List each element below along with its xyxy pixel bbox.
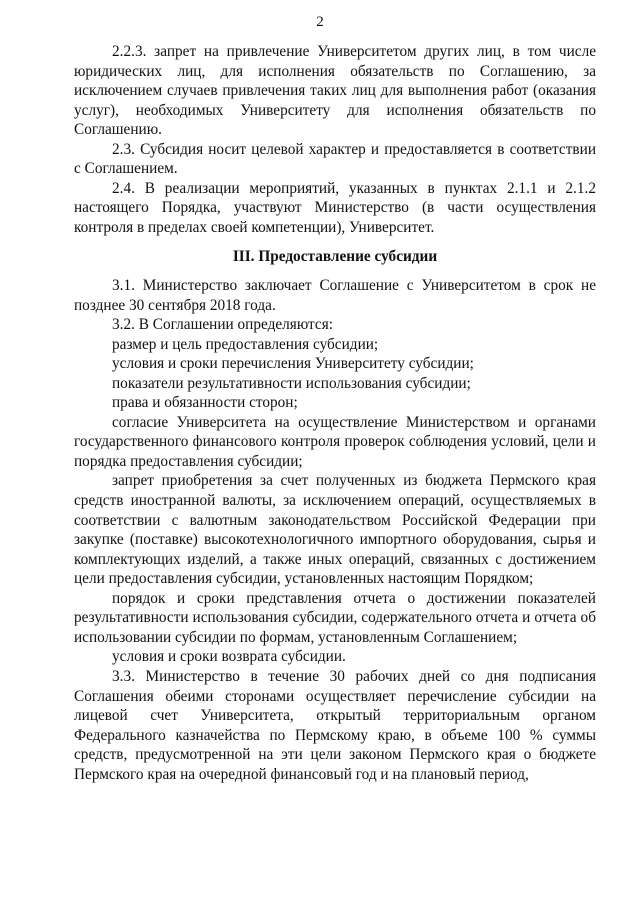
paragraph-3-2: 3.2. В Соглашении определяются: xyxy=(112,316,334,334)
paragraph-3-3: 3.3. Министерство в течение 30 рабочих дней со дня подписания Соглашения обеими сторонами осуществляет перечисление субсидии на лицевой счет Университета, открытый территориальным органом Федерального казначейства по Пермскому краю, в объеме 100 % суммы средств, предусмотренной на эти цели законом Пермского края о бюджете Пермского края на очередной финансовый год и на плановый период, xyxy=(74,667,596,783)
list-item: запрет приобретения за счет полученных из бюджета Пермского края средств иностранной валюты, за исключением операций, осуществляемых в соответствии с валютным законодательством Российской Федерации при закупке (поставке) высокотехнологичного импортного оборудования, сырья и комплектующих изделий, а также иных операций, связанных с достижением цели предоставления субсидии, установленных настоящим Порядком; xyxy=(74,472,596,588)
list-item: размер и цель предоставления субсидии; xyxy=(112,335,379,353)
list-item: показатели результативности использования субсидии; xyxy=(112,374,471,392)
paragraph-3-1: 3.1. Министерство заключает Соглашение с Университетом в срок не позднее 30 сентября 2018 года. xyxy=(74,277,596,314)
list-item: условия и сроки возврата субсидии. xyxy=(112,648,346,666)
list-item: порядок и сроки представления отчета о достижении показателей результативности использования субсидии, содержательного отчета и отчета об использовании субсидии по формам, установленным Соглашением; xyxy=(74,589,596,646)
list-item: права и обязанности сторон; xyxy=(112,394,298,412)
section-heading: III. Предоставление субсидии xyxy=(232,248,438,266)
page-number: 2 xyxy=(316,14,324,30)
paragraph-2-2-3: 2.2.3. запрет на привлечение Университетом других лиц, в том числе юридических лиц, для исполнения обязательств по Соглашению, за исключением случаев привлечения таких лиц для выполнения работ (оказания услуг), необходимых Университету для исполнения обязательств по Соглашению. xyxy=(74,43,596,139)
list-item: согласие Университета на осуществление Министерством и органами государственного финансового контроля проверок соблюдения условий, цели и порядка предоставления субсидии; xyxy=(74,413,596,470)
paragraph-2-4: 2.4. В реализации мероприятий, указанных в пунктах 2.1.1 и 2.1.2 настоящего Порядка, участвуют Министерство (в части осуществления контроля в пределах своей компетенции), Университет. xyxy=(74,179,596,236)
document-body xyxy=(74,42,596,784)
list-item: условия и сроки перечисления Университету субсидии; xyxy=(112,355,474,373)
paragraph-2-3: 2.3. Субсидия носит целевой характер и предоставляется в соответствии с Соглашением. xyxy=(74,140,596,178)
